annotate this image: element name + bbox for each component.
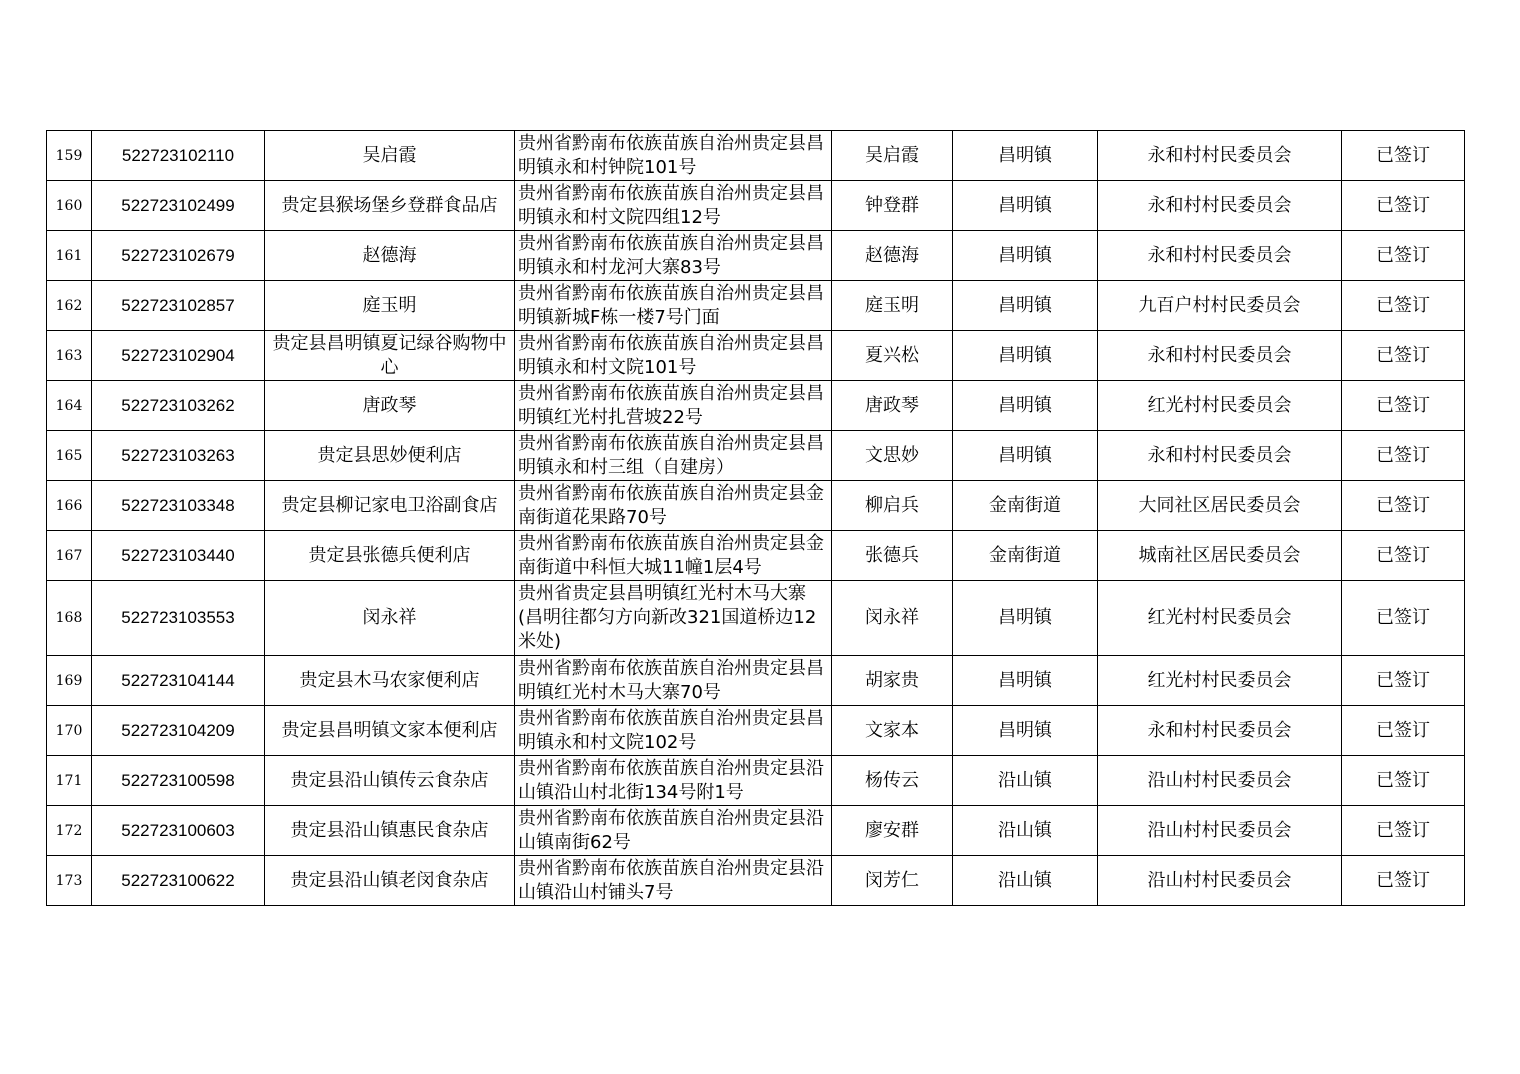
contact-name-cell: 文家本	[832, 706, 953, 756]
address-cell: 贵州省黔南布依族苗族自治州贵定县沿山镇沿山村北街134号附1号	[515, 756, 832, 806]
committee-cell: 城南社区居民委员会	[1098, 531, 1342, 581]
store-name-cell: 贵定县沿山镇传云食杂店	[265, 756, 515, 806]
store-name-cell: 赵德海	[265, 231, 515, 281]
committee-cell: 大同社区居民委员会	[1098, 481, 1342, 531]
committee-cell: 红光村村民委员会	[1098, 581, 1342, 656]
row-index-cell: 171	[47, 756, 92, 806]
address-cell: 贵州省黔南布依族苗族自治州贵定县昌明镇永和村文院四组12号	[515, 181, 832, 231]
table-body	[47, 131, 1465, 906]
license-code-cell: 522723104209	[92, 706, 265, 756]
contact-name-cell: 唐政琴	[832, 381, 953, 431]
row-index-cell: 160	[47, 181, 92, 231]
license-code-cell: 522723103440	[92, 531, 265, 581]
address-cell: 贵州省黔南布依族苗族自治州贵定县昌明镇新城F栋一楼7号门面	[515, 281, 832, 331]
store-name-cell: 庭玉明	[265, 281, 515, 331]
row-index-cell: 172	[47, 806, 92, 856]
store-name-cell: 贵定县思妙便利店	[265, 431, 515, 481]
status-cell: 已签订	[1342, 856, 1465, 906]
status-cell: 已签订	[1342, 481, 1465, 531]
store-name-cell: 贵定县昌明镇文家本便利店	[265, 706, 515, 756]
town-cell: 昌明镇	[953, 331, 1098, 381]
store-name-cell: 唐政琴	[265, 381, 515, 431]
row-index-cell: 168	[47, 581, 92, 656]
store-name-cell: 贵定县张德兵便利店	[265, 531, 515, 581]
status-cell: 已签订	[1342, 331, 1465, 381]
status-cell: 已签订	[1342, 806, 1465, 856]
row-index-cell: 159	[47, 131, 92, 181]
committee-cell: 永和村村民委员会	[1098, 431, 1342, 481]
status-cell: 已签订	[1342, 706, 1465, 756]
row-index-cell: 166	[47, 481, 92, 531]
row-index-cell: 163	[47, 331, 92, 381]
town-cell: 昌明镇	[953, 581, 1098, 656]
address-cell: 贵州省黔南布依族苗族自治州贵定县昌明镇红光村扎营坡22号	[515, 381, 832, 431]
table-row	[47, 281, 1465, 331]
row-index-cell: 161	[47, 231, 92, 281]
license-code-cell: 522723103262	[92, 381, 265, 431]
committee-cell: 沿山村村民委员会	[1098, 806, 1342, 856]
table-row	[47, 756, 1465, 806]
committee-cell: 永和村村民委员会	[1098, 331, 1342, 381]
contact-name-cell: 张德兵	[832, 531, 953, 581]
store-name-cell: 贵定县沿山镇惠民食杂店	[265, 806, 515, 856]
table-row	[47, 231, 1465, 281]
status-cell: 已签订	[1342, 431, 1465, 481]
status-cell: 已签订	[1342, 181, 1465, 231]
table-row	[47, 531, 1465, 581]
town-cell: 沿山镇	[953, 856, 1098, 906]
address-cell: 贵州省黔南布依族苗族自治州贵定县昌明镇永和村文院102号	[515, 706, 832, 756]
store-registry-table	[46, 130, 1465, 906]
license-code-cell: 522723102857	[92, 281, 265, 331]
committee-cell: 沿山村村民委员会	[1098, 856, 1342, 906]
table-row	[47, 131, 1465, 181]
contact-name-cell: 吴启霞	[832, 131, 953, 181]
table-row	[47, 381, 1465, 431]
town-cell: 昌明镇	[953, 656, 1098, 706]
town-cell: 昌明镇	[953, 281, 1098, 331]
row-index-cell: 170	[47, 706, 92, 756]
contact-name-cell: 杨传云	[832, 756, 953, 806]
address-cell: 贵州省贵定县昌明镇红光村木马大寨(昌明往都匀方向新改321国道桥边12米处)	[515, 581, 832, 656]
committee-cell: 红光村村民委员会	[1098, 381, 1342, 431]
committee-cell: 九百户村村民委员会	[1098, 281, 1342, 331]
town-cell: 沿山镇	[953, 756, 1098, 806]
town-cell: 昌明镇	[953, 706, 1098, 756]
row-index-cell: 165	[47, 431, 92, 481]
town-cell: 金南街道	[953, 531, 1098, 581]
status-cell: 已签订	[1342, 381, 1465, 431]
status-cell: 已签订	[1342, 656, 1465, 706]
table-row	[47, 581, 1465, 656]
status-cell: 已签订	[1342, 281, 1465, 331]
table-row	[47, 656, 1465, 706]
license-code-cell: 522723104144	[92, 656, 265, 706]
committee-cell: 永和村村民委员会	[1098, 131, 1342, 181]
contact-name-cell: 庭玉明	[832, 281, 953, 331]
contact-name-cell: 闵永祥	[832, 581, 953, 656]
license-code-cell: 522723103348	[92, 481, 265, 531]
status-cell: 已签订	[1342, 131, 1465, 181]
status-cell: 已签订	[1342, 531, 1465, 581]
contact-name-cell: 胡家贵	[832, 656, 953, 706]
address-cell: 贵州省黔南布依族苗族自治州贵定县昌明镇永和村钟院101号	[515, 131, 832, 181]
town-cell: 昌明镇	[953, 181, 1098, 231]
table-row	[47, 806, 1465, 856]
store-name-cell: 贵定县柳记家电卫浴副食店	[265, 481, 515, 531]
address-cell: 贵州省黔南布依族苗族自治州贵定县昌明镇红光村木马大寨70号	[515, 656, 832, 706]
table-row	[47, 181, 1465, 231]
town-cell: 昌明镇	[953, 231, 1098, 281]
store-name-cell: 贵定县猴场堡乡登群食品店	[265, 181, 515, 231]
address-cell: 贵州省黔南布依族苗族自治州贵定县沿山镇南街62号	[515, 806, 832, 856]
contact-name-cell: 廖安群	[832, 806, 953, 856]
town-cell: 昌明镇	[953, 431, 1098, 481]
contact-name-cell: 钟登群	[832, 181, 953, 231]
address-cell: 贵州省黔南布依族苗族自治州贵定县昌明镇永和村文院101号	[515, 331, 832, 381]
table-row	[47, 856, 1465, 906]
contact-name-cell: 柳启兵	[832, 481, 953, 531]
row-index-cell: 162	[47, 281, 92, 331]
table-row	[47, 331, 1465, 381]
town-cell: 昌明镇	[953, 131, 1098, 181]
address-cell: 贵州省黔南布依族苗族自治州贵定县金南街道花果路70号	[515, 481, 832, 531]
contact-name-cell: 赵德海	[832, 231, 953, 281]
store-name-cell: 吴启霞	[265, 131, 515, 181]
store-name-cell: 闵永祥	[265, 581, 515, 656]
license-code-cell: 522723100603	[92, 806, 265, 856]
address-cell: 贵州省黔南布依族苗族自治州贵定县沿山镇沿山村铺头7号	[515, 856, 832, 906]
store-name-cell: 贵定县木马农家便利店	[265, 656, 515, 706]
table-row	[47, 706, 1465, 756]
address-cell: 贵州省黔南布依族苗族自治州贵定县昌明镇永和村龙河大寨83号	[515, 231, 832, 281]
license-code-cell: 522723102110	[92, 131, 265, 181]
town-cell: 沿山镇	[953, 806, 1098, 856]
store-name-cell: 贵定县沿山镇老闵食杂店	[265, 856, 515, 906]
table-row	[47, 481, 1465, 531]
license-code-cell: 522723102499	[92, 181, 265, 231]
committee-cell: 永和村村民委员会	[1098, 231, 1342, 281]
status-cell: 已签订	[1342, 581, 1465, 656]
license-code-cell: 522723102679	[92, 231, 265, 281]
table-row	[47, 431, 1465, 481]
contact-name-cell: 闵芳仁	[832, 856, 953, 906]
town-cell: 昌明镇	[953, 381, 1098, 431]
license-code-cell: 522723103553	[92, 581, 265, 656]
license-code-cell: 522723100622	[92, 856, 265, 906]
row-index-cell: 167	[47, 531, 92, 581]
store-name-cell: 贵定县昌明镇夏记绿谷购物中心	[265, 331, 515, 381]
status-cell: 已签订	[1342, 756, 1465, 806]
row-index-cell: 169	[47, 656, 92, 706]
status-cell: 已签订	[1342, 231, 1465, 281]
row-index-cell: 164	[47, 381, 92, 431]
contact-name-cell: 夏兴松	[832, 331, 953, 381]
committee-cell: 永和村村民委员会	[1098, 706, 1342, 756]
committee-cell: 沿山村村民委员会	[1098, 756, 1342, 806]
contact-name-cell: 文思妙	[832, 431, 953, 481]
license-code-cell: 522723102904	[92, 331, 265, 381]
license-code-cell: 522723100598	[92, 756, 265, 806]
address-cell: 贵州省黔南布依族苗族自治州贵定县金南街道中科恒大城11幢1层4号	[515, 531, 832, 581]
address-cell: 贵州省黔南布依族苗族自治州贵定县昌明镇永和村三组（自建房）	[515, 431, 832, 481]
row-index-cell: 173	[47, 856, 92, 906]
town-cell: 金南街道	[953, 481, 1098, 531]
committee-cell: 红光村村民委员会	[1098, 656, 1342, 706]
committee-cell: 永和村村民委员会	[1098, 181, 1342, 231]
license-code-cell: 522723103263	[92, 431, 265, 481]
